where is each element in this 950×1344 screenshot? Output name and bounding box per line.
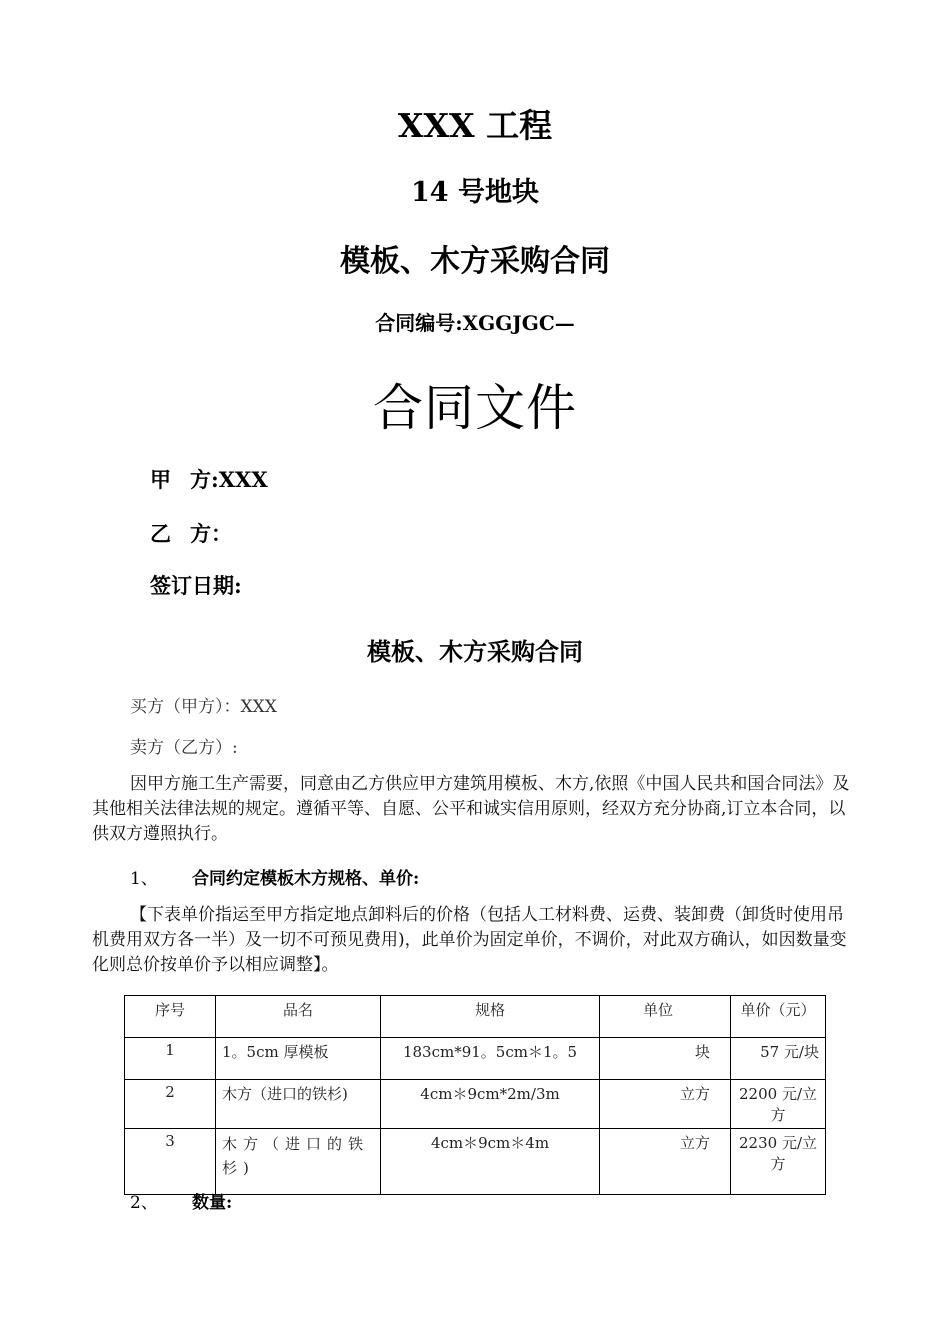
party-b [150, 518, 232, 548]
party-b-label: 乙 [150, 521, 171, 546]
cell-unit: 块 [600, 1038, 731, 1080]
header-price: 单价（元） [731, 996, 826, 1038]
header-seq: 序号 [125, 996, 216, 1038]
cell-unit: 立方 [600, 1129, 731, 1195]
table-row [125, 1080, 826, 1129]
cell-price: 2230 元/立方 [731, 1129, 826, 1195]
plot-title: 14 号地块 [411, 177, 539, 208]
project-title: XXX 工程 [397, 106, 553, 145]
party-a-label: 甲 [150, 467, 171, 492]
section-1-number: 1、 [130, 869, 158, 889]
cell-name: 1。5cm 厚模板 [216, 1038, 381, 1080]
table-header-row [125, 996, 826, 1038]
cell-unit: 立方 [600, 1080, 731, 1129]
document-title: 合同文件 [373, 379, 577, 437]
seller-line: 卖方（乙方）: [130, 738, 238, 758]
cell-seq: 1 [125, 1038, 216, 1080]
cell-price: 2200 元/立方 [731, 1080, 826, 1129]
cell-spec: 183cm*91。5cm＊1。5 [381, 1038, 600, 1080]
header-spec: 规格 [381, 996, 600, 1038]
party-b-value: 方： [190, 521, 232, 546]
cell-seq: 3 [125, 1129, 216, 1195]
buyer-line: 买方（甲方）：XXX [130, 697, 277, 717]
cell-spec: 4cm＊9cm＊4m [381, 1129, 600, 1195]
price-note-paragraph: 【下表单价指运至甲方指定地点卸料后的价格（包括人工材料费、运费、装卸费（卸货时使用吊机费用双方各一半）及一切不可预见费用)，此单价为固定单价，不调价，对此双方确认，如因数量变化则总价按单价予以相应调整】。 [92, 905, 847, 975]
contract-title: 模板、木方采购合同 [340, 244, 610, 279]
contract-number: 合同编号:XGGJGC— [375, 311, 575, 335]
header-name: 品名 [216, 996, 381, 1038]
section-2-number: 2、 [130, 1193, 158, 1213]
section-1-title: 合同约定模板木方规格、单价: [192, 869, 420, 889]
table-row [125, 1038, 826, 1080]
cell-name: 木方（进口的铁杉) [216, 1129, 381, 1195]
intro-paragraph: 因甲方施工生产需要，同意由乙方供应甲方建筑用模板、木方,依照《中国人民共和国合同法》及其他相关法律法规的规定。遵循平等、自愿、公平和诚实信用原则，经双方充分协商,订立本合同，以供双方遵照执行。 [92, 774, 850, 844]
section-2-title: 数量: [192, 1193, 233, 1213]
sign-date: 签订日期: [150, 573, 242, 598]
table-row [125, 1129, 826, 1195]
party-a-value: 方:XXX [190, 467, 268, 492]
header-unit: 单位 [600, 996, 731, 1038]
cell-spec: 4cm＊9cm*2m/3m [381, 1080, 600, 1129]
price-table [124, 995, 826, 1195]
cell-name: 木方（进口的铁杉) [216, 1080, 381, 1129]
cell-seq: 2 [125, 1080, 216, 1129]
cell-price: 57 元/块 [731, 1038, 826, 1080]
party-a [150, 464, 268, 494]
contract-subtitle: 模板、木方采购合同 [367, 637, 583, 666]
